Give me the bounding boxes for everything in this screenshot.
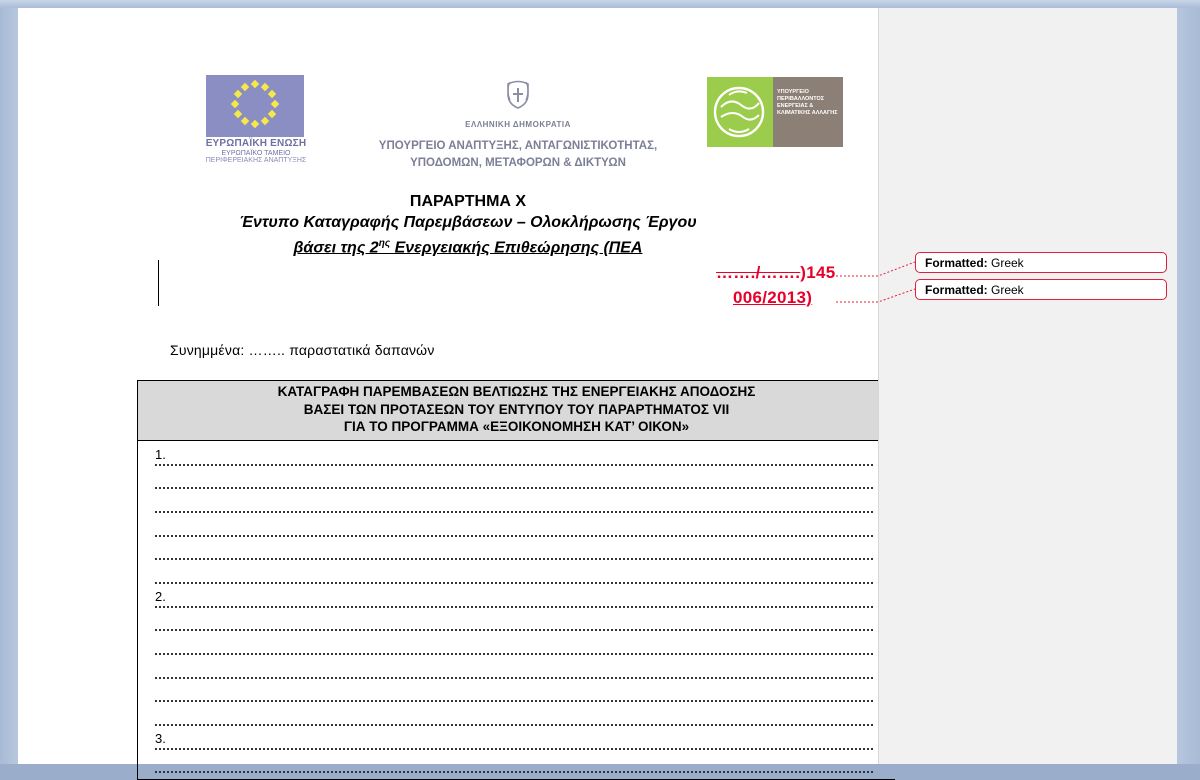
env-ministry-text: ΥΠΟΥΡΓΕΙΟ ΠΕΡΙΒΑΛΛΟΝΤΟΣ ΕΝΕΡΓΕΙΑΣ & ΚΛΙΜΑΤΙΚΗΣ ΑΛΛΑΓΗΣ [777, 89, 838, 116]
eu-fund-line1: ΕΥΡΩΠΑΪΚΟ ΤΑΜΕΙΟ [221, 149, 291, 157]
basis-prefix: βάσει της 2 [293, 239, 379, 257]
attachments-line: Συνημμένα: …….. παραστατικά δαπανών [170, 342, 435, 358]
eu-fund-line2: ΠΕΡΙΦΕΡΕΙΑΚΗΣ ΑΝΑΠΤΥΞΗΣ [205, 156, 307, 164]
header-line1: ΚΑΤΑΓΡΑΦΗ ΠΑΡΕΜΒΑΣΕΩΝ ΒΕΛΤΙΩΣΗΣ ΤΗΣ ΕΝΕΡΓΕΙΑΚΗΣ ΑΠΟΔΟΣΗΣ [277, 384, 756, 399]
form-subtitle: Έντυπο Καταγραφής Παρεμβάσεων – Ολοκλήρωσης Έργου [239, 214, 697, 231]
header-line3: ΓΙΑ ΤΟ ΠΡΟΓΡΑΜΜΑ «ΕΞΟΙΚΟΝΟΜΗΣΗ ΚΑΤ’ ΟΙΚΟΝ» [343, 419, 690, 434]
item-number: 1. [155, 447, 166, 462]
comment-balloon-formatted-1[interactable] [915, 252, 1167, 273]
greek-republic-label: ΕΛΛΗΝΙΚΗ ΔΗΜΟΚΡΑΤΙΑ [465, 120, 571, 129]
item-number: 3. [155, 731, 166, 746]
comment-balloon-formatted-2[interactable] [915, 279, 1167, 300]
ministry-line2: ΥΠΟΔΟΜΩΝ, ΜΕΤΑΦΟΡΩΝ & ΔΙΚΤΥΩΝ [410, 157, 626, 169]
tracked-deletion[interactable]: ……./……. [716, 263, 801, 282]
eu-name: ΕΥΡΩΠΑΪΚΗ ΕΝΩΣΗ [205, 138, 307, 149]
balloon-value: Greek [987, 283, 1024, 297]
ministry-line1: ΥΠΟΥΡΓΕΙΟ ΑΝΑΠΤΥΞΗΣ, ΑΝΤΑΓΩΝΙΣΤΙΚΟΤΗΤΑΣ, [378, 140, 658, 152]
tracked-insertion-b[interactable]: 006/2013) [733, 288, 813, 307]
balloon-label: Formatted: [925, 283, 988, 297]
annex-title: ΠΑΡΑΡΤΗΜΑ Χ [409, 193, 527, 210]
tracked-insertion-a[interactable]: )145 [800, 263, 836, 282]
balloon-value: Greek [987, 256, 1024, 270]
balloon-label: Formatted: [925, 256, 988, 270]
basis-suffix: Ενεργειακής Επιθεώρησης (ΠΕΑ [390, 239, 643, 257]
item-number: 2. [155, 589, 166, 604]
basis-superscript: ης [378, 238, 391, 249]
header-line2: ΒΑΣΕΙ ΤΩΝ ΠΡΟΤΑΣΕΩΝ ΤΟΥ ΕΝΤΥΠΟΥ ΤΟΥ ΠΑΡΑΡΤΗΜΑΤΟΣ VII [303, 401, 730, 417]
